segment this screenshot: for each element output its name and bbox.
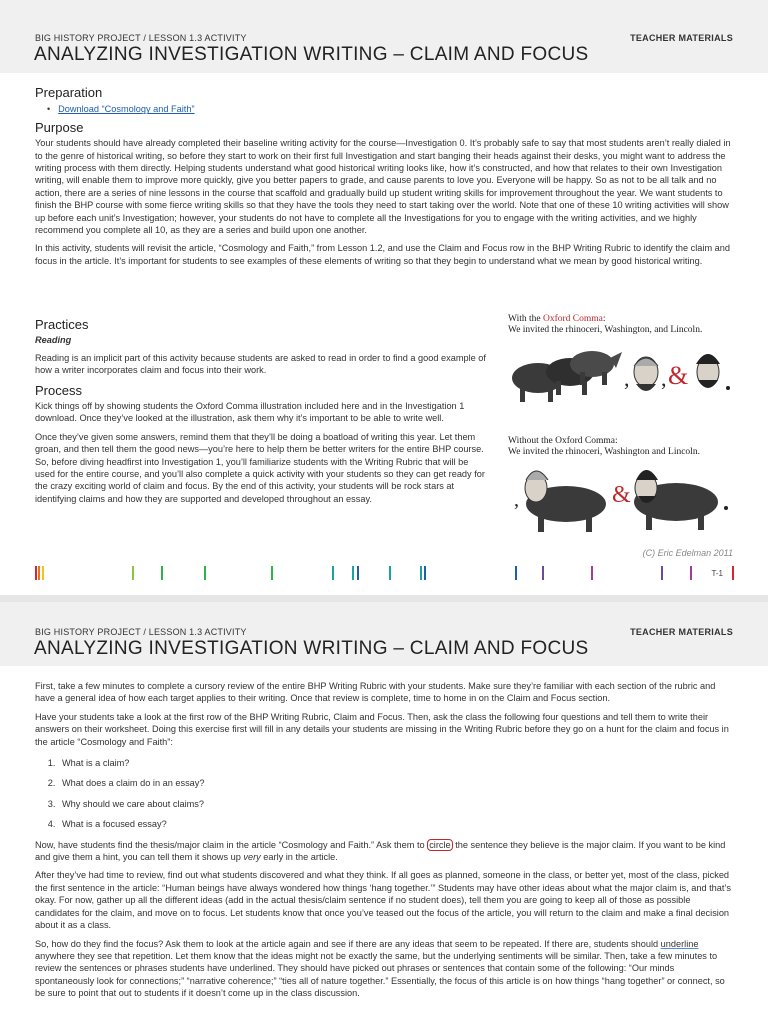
purpose-heading: Purpose (35, 119, 84, 135)
color-tick (161, 566, 163, 580)
page-title: ANALYZING INVESTIGATION WRITING – CLAIM AND FOCUS (34, 44, 589, 65)
color-tick (357, 566, 359, 580)
preparation-heading: Preparation (35, 85, 103, 100)
rhinos-with-leader-heads-image (508, 458, 736, 538)
claim-focus-paragraph: Have your students take a look at the first row of the BHP Writing Rubric, Claim and Focus. Then, ask the class the following four questions and tell them to write their answers on their worksheet. Doing this exercise first will fill in any details your students are missing in the Writing Rubric before they go on a hunt for the claim and focus in the article “Cosmology and Faith”: (35, 711, 729, 747)
color-tick (389, 566, 391, 580)
question-item: 2. What does a claim do in an essay? (58, 777, 735, 789)
color-tick (420, 566, 422, 580)
process-heading: Process (35, 382, 82, 398)
color-tick (35, 566, 37, 580)
question-item: 4. What is a focused essay? (58, 818, 735, 830)
purpose-paragraph-1: Your students should have already completed their baseline writing activity for the course—Investigation 0. It’s probably safe to say that most students aren’t really dialed in to the genre of historical writing, so before they start to work on their first full Investigation and start banging their heads against their desks, you might want to address the writing process with them directly. Helping students understand what good historical writing looks like, how it’s constructed, and how that relates to their own Investigation writing, will enable them to improve more quickly, give you better papers to grade, and cause parents to love you. Everyone will be happy. So as not to be all talk and no action, there are a series of nine lessons in the course that scaffold and gradually build up student writing skills for improvement throughout the year. We want students to finish the BHP course with some fierce writing skills so that they have the tools they need to start taking over the world. Note that one of these 10 writing activities will show up before each unit’s Investigation; however, your students do not have to complete all the Investigations for you to engage with the writing activities, and we highly recommend you complete all 10, as they are a series and build upon one another. (35, 138, 731, 236)
without-oxford-comma-line: We invited the rhinoceri, Washington and Lincoln. (508, 447, 700, 457)
color-tick (332, 566, 334, 580)
with-oxford-comma-title: With the Oxford Comma: (508, 314, 606, 324)
page-header (0, 0, 768, 73)
color-tick (271, 566, 273, 580)
circle-annotation: circle (429, 839, 451, 850)
breadcrumb: BIG HISTORY PROJECT / LESSON 1.3 ACTIVITY (35, 33, 247, 43)
find-claim-paragraph: Now, have students find the thesis/major claim in the article “Cosmology and Faith.” Ask them to circle the sentence they believe is the major claim. If you want to be kind and give them a hint, you can tell them it shows up very early in the article. (35, 839, 726, 863)
color-tick (424, 566, 426, 580)
page-2-body (35, 680, 735, 1000)
question-item: 3. Why should we care about claims? (58, 798, 735, 810)
color-tick (132, 566, 134, 580)
reading-subheading: Reading (35, 335, 72, 346)
color-tick (352, 566, 354, 580)
color-tick (591, 566, 593, 580)
without-oxford-comma-title: Without the Oxford Comma: (508, 436, 618, 446)
breadcrumb: BIG HISTORY PROJECT / LESSON 1.3 ACTIVITY (35, 627, 247, 637)
rubric-review-paragraph: First, take a few minutes to complete a cursory review of the entire BHP Writing Rubric with your students. Make sure they’re familiar with each section of the rubric and have a general idea of how each target applies to their writing. Once that review is complete, time to home in on the Claim and Focus section. (35, 681, 716, 704)
practices-paragraph: Reading is an implicit part of this activity because students are asked to read in order to find a good example of how a writer incorporates claim and focus into their work. (35, 352, 486, 376)
teacher-materials-label: TEACHER MATERIALS (630, 33, 733, 43)
process-paragraph-2: Once they’ve given some answers, remind them that they’ll be doing a boatload of writing this year. Let them groan, and then tell them the good news—you’re here to help them be better writers for the entire BHP course. So, before diving headfirst into Investigation 1, you’ll familiarize students with the Writing Rubric that will be used for the entire course, and you’ll also complete a quick activity with your students so they can get ready for the crazy exciting world of claim and focus. By the end of this activity, your students will be rock stars at identifying claims and how they are supported and developed throughout an essay. (35, 431, 485, 504)
underline-annotation: underline (660, 938, 699, 949)
color-tick (542, 566, 544, 580)
color-tick (690, 566, 692, 580)
page-2 (0, 602, 768, 1024)
question-item: 1. What is a claim? (58, 757, 735, 769)
color-tick (204, 566, 206, 580)
top-section (35, 87, 735, 267)
process-paragraph-1: Kick things off by showing students the Oxford Comma illustration included here and in the Investigation 1 download. Once they’ve looked at the illustration, ask them why it’s important to be able to write well. (35, 401, 465, 424)
page-number: T-1 (711, 569, 723, 578)
svg-text:,: , (661, 366, 667, 391)
color-tick (732, 566, 734, 580)
bullet-icon: • (47, 104, 51, 115)
svg-text:&: & (612, 482, 631, 508)
page-title: ANALYZING INVESTIGATION WRITING – CLAIM AND FOCUS (34, 638, 589, 659)
svg-text:&: & (668, 361, 689, 390)
color-tick-bar (35, 566, 735, 580)
rhinos-washington-lincoln-image (508, 336, 736, 411)
oxford-comma-illustration (508, 314, 736, 564)
question-list (35, 757, 735, 831)
color-tick (661, 566, 663, 580)
page-header (0, 602, 768, 666)
download-cosmology-link[interactable]: Download “Cosmology and Faith” (58, 104, 195, 115)
purpose-paragraph-2: In this activity, students will revisit the article, “Cosmology and Faith,” from Lesson 1.2, and use the Claim and Focus row in the BHP Writing Rubric to identify the claim and focus in the article. It’s important for students to see examples of these elements of writing so that they begin to understand what we mean by good historical writing. (35, 243, 730, 266)
color-tick (42, 566, 44, 580)
find-focus-paragraph: So, how do they find the focus? Ask them to look at the article again and see if there are any ideas that seem to be repeated. If there are, students should underline anywhere they see that repetition. Let them know that the ideas might not be exactly the same, but the underlying sentiments will be similar. Then, take a few minutes to review the sentences or phrases students have underlined. They should have picked out phrases or sentences that contain some of the following: “Our minds spontaneously look for connections;” “narrative coherence;” “ties all of nature together.” Essentially, the focus of this article is on how things “hang together” or connect, so be sure to point that out to students if it doesn’t come up in the class discussion. (35, 938, 725, 999)
left-column (35, 319, 487, 505)
color-tick (38, 566, 40, 580)
practices-heading: Practices (35, 317, 89, 332)
svg-text:,: , (624, 366, 630, 391)
with-oxford-comma-line: We invited the rhinoceri, Washington, and Lincoln. (508, 325, 703, 335)
discussion-paragraph: After they’ve had time to review, find out what students discovered and what they think. If all goes as planned, someone in the class, or better yet, most of the class, picked the first sentence in the article: “Human beings have always wondered how things ‘hang together.’” Students may have other ideas about what the major claim is, and that’s okay. For now, gather up all the different ideas (add in the actual thesis/claim sentence if no student does), tell them you are going to keep all of those as possible candidates for the claim, and move on to focus. Let students know that once you’ve teased out the focus of the article, you will return to the claim and make a final decision about it as a class. (35, 870, 731, 931)
color-tick (515, 566, 517, 580)
illustration-credit: (C) Eric Edelman 2011 (642, 548, 733, 558)
svg-text:,: , (514, 489, 519, 511)
teacher-materials-label: TEACHER MATERIALS (630, 627, 733, 637)
